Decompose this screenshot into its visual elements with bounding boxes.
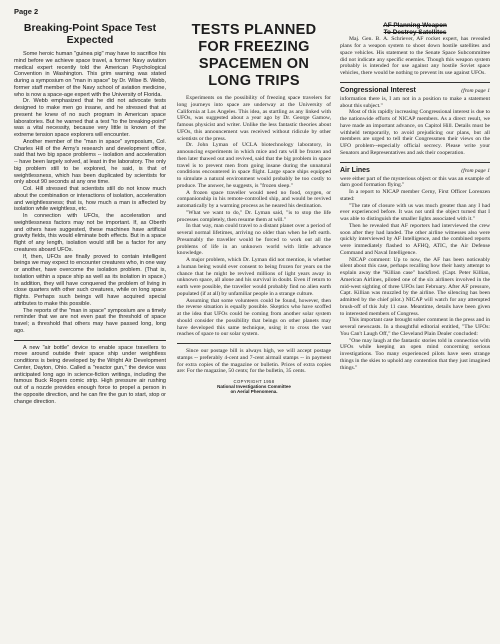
paragraph: "The rate of closure with us was much greater than any I had ever experienced before. It was not until the object turned that I was able to distinguish the smaller lights associated with it."	[340, 202, 490, 223]
paragraph: Assuming that some volunteers could be found, however, then the reverse situation is equally possible. Skeptics who have scoffed at the idea that UFOs could be coming from another solar system should consider the possibility that beings on other planets may have developed this same technique, using it to cross the vast reaches of space to our solar system.	[177, 297, 331, 338]
paragraph: In connection with UFOs, the acceleration and weightlessness factors may not be important. If, as Oberth and others have suggested, these machines have artificial gravity fields, this would eliminate both effects. But in a space flight of any length, isolation would still be a factor for any creatures aboard UFOs.	[14, 213, 166, 253]
column-left	[14, 22, 166, 405]
paragraph: This important case brought sober comment in the press and in several newscasts. In a thoughtful editorial entitled, "The UFOs: You Can't Laugh Off," the Cleveland Plain Dealer concluded:	[340, 317, 490, 337]
org-name-line1: National Investigations Committee	[217, 384, 291, 390]
continued-from: (from page 1	[461, 87, 490, 94]
paragraph: If, then, UFOs are finally proved to contain intelligent beings we may expect to encounter creatures who, in one way or another, have overcome the isolation problem. (That is, isolation within a space ship as well as its isolation in space.) In addition, they will have conquered the problem of living in close quarters with other such creatures, while on long space flights. Perhaps such beings will have acquired special attributes to make this possible.	[14, 253, 166, 307]
continued-from: (from page 1	[461, 167, 490, 174]
paragraph: "One may laugh at the fantastic stories told in connection with UFOs while keeping an open mind concerning serious investigations. Too many experienced pilots have seen strange things in the skies to uphold any contention that they just imagined things."	[340, 337, 490, 371]
paragraph: Experiments on the possibility of freezing space travelers for long journeys into space are underway at the University of California at Los Angeles. This idea, as startling as any linked with UFOs, was suggested about a year ago by Dr. George Gamow, famous physicist and writer. Unlike the less fantastic theories about UFOs, this announcement was received without ridicule by other scientists or the press.	[177, 95, 331, 142]
page-number: Page 2	[14, 7, 39, 16]
divider	[14, 340, 166, 341]
postage-notice: Since our postage bill is always high, we will accept postage stamps -- preferably 4-cent and 7-cent airmail stamps -- in payment for extra copies of the magazine or bulletin. Prices of extra copies are: For the magazine, 50 cents; for the bulletin, 35 cents.	[177, 348, 331, 375]
headline-freezing-spacemen: TESTS PLANNED FOR FREEZING SPACEMEN ON LONG TRIPS	[191, 22, 317, 89]
paragraph: NICAP comment: Up to now, the AF has been noticeably silent about this case, perhaps recalling how their hasty attempt to explain away the "Killian case" backfired. (Capt. Peter Killian, American Airlines, piloted one of the six airliners involved in the mid-west sighting of three UFOs last February. After AF pressure, Capt. Killian was muzzled by the airline. The silencing has been admitted by the chief pilot.) NICAP will watch for any attempted brush-off of this July 11 case. Meantime, details have been given to interested members of Congress.	[340, 256, 490, 317]
paragraph: Some heroic human "guinea pig" may have to sacrifice his mind before we achieve space travel, a former Navy aviation medical expert recently told the American Psychological Convention in Washington. This grim warning was stated during a symposium on "man in space" by Dr. Wilse B. Webb, former staff member of the Navy school of aviation medicine, who is now a space-age expert with the University of Florida.	[14, 51, 166, 98]
paragraph: Then he revealed that AF reporters had interviewed the crew soon after they had landed. The other airline witnesses also were quickly interviewed by AF Intelligence, and the combined reports were immediately flashed to AFHQ, ATIC, the Air Defense Command and Naval Intelligence.	[340, 222, 490, 256]
divider	[340, 162, 490, 163]
paragraph: A major problem, which Dr. Lyman did not mention, is whether a human being would ever consent to being frozen for years on the chance that he might be revived millions of light years away in unknown space, all alone and his survival in doubt. Even if return to earth were possible, the traveller would probably find no alien earth populated (if at all) by unfamiliar people in a strange culture.	[177, 257, 331, 297]
headline-breaking-point: Breaking-Point Space Test Expected	[23, 22, 157, 46]
column-right	[340, 22, 490, 371]
paragraph: Another member of the "man in space" symposium, Col. Charles Hill of the Army's research and development office, said that two big space problems -- isolation and acceleration -- have been largely solved, at least in the laboratory. The only big problem still to be explored, he said, is that of weightlessness, which has been duplicated by scientists for only about 90 seconds at any one time.	[14, 138, 166, 186]
org-name-line2: on Aerial Phenomena.	[230, 389, 278, 395]
paragraph: information there is, I am not in a position to make a statement about this subject."	[340, 95, 490, 109]
paragraph: Col. Hill stressed that scientists still do not know much about the combination or interactions of isolation, acceleration and weightlessness; that is, how much a man is affected by isolation while weightless, etc.	[14, 186, 166, 213]
paragraph: Dr. Webb emphasized that he did not advocate tests designed to make men go insane, and he stressed that at present he knew of no such program in American space laboratories. But he warned that a test "to the breaking-point" was a vital necessity, because very little is known of the extreme tension space explorers will encounter.	[14, 98, 166, 138]
headline-af-weapon-line1: AF Planning Weapon	[383, 22, 447, 29]
section-head-air-lines: Air Lines	[340, 166, 370, 174]
paragraph: A frozen space traveller would need no food, oxygen, or companionship in his remote-controlled ship, and would be revived automatically by a warming process as he neared his destination.	[177, 189, 331, 209]
paragraph: The reports of the "man in space" symposium are a timely reminder that we are not even past the threshold of space travel; a threshold that others may have passed long, long ago.	[14, 307, 166, 334]
headline-af-weapon-line2: To Destroy Satellites	[383, 29, 447, 37]
paragraph: Dr. John Lyman of UCLA biotechnology laboratory, in announcing experiments in which mice and rats will be frozen and then later thawed out and revived, said that the big problem in space travel is to prevent men from going insane during the unnatural conditions encountered in space flight. Large space ships equipped to simulate a natural environment would probably be too costly to produce. The answer, he suggests, is "frozen sleep."	[177, 142, 331, 189]
article-freezing-spacemen	[177, 95, 331, 338]
paragraph-af-weapon: Maj. Gen. B. A. Schriever, AF rocket expert, has revealed plans for a weapon system to shoot down hostile satellites and space vehicles. His statement to the Senate Space Subcommittee did not indicate any specific enemies. Though this weapon system probably is intended for use against any hostile Soviet space vehicles, there would be nothing to prevent its use against UFOs.	[340, 36, 490, 77]
paragraph: "What we want to do," Dr. Lyman said, "is to stop the life processes completely, then resume them at will."	[177, 209, 331, 223]
section-congressional-header	[340, 87, 490, 94]
column-middle	[177, 22, 331, 395]
paragraph: were either part of the mysterious object or this was an example of darn good formation flying."	[340, 175, 490, 189]
article-breaking-point	[14, 51, 166, 335]
paragraph: Most of this rapidly increasing Congressional interest is due to the nationwide efforts of NICAP members. As a direct result, we have made an important advance, on Capitol Hill. Details must be withheld temporarily, to avoid prejudicing our plans, but all members are urged to tell their Congressmen their views on the UFO problem--especially official secrecy. Please write your Senators and Representatives and ask their cooperation.	[340, 109, 490, 156]
divider	[177, 343, 331, 344]
section-air-lines-header	[340, 167, 490, 174]
paragraph-air-bottle: A new "air bottle" device to enable space travellers to move around outside their space ship under weightless conditions is being developed by the Wright Air Development Center, Dayton, Ohio. Called a "reactor gun," the device was anticipated long ago in science-fiction writings, including the famous Buck Rogers comic strip. High pressure air rushing out of a nozzle provides enough force to propel a person in the opposite direction, and he can fire the gun to start, stop or change direction.	[14, 344, 166, 405]
paragraph: In that way, man could travel to a distant planet over a period of several normal lifetimes, arriving no older than when he left earth. Presumably the traveller would be forced to work out all the problems of life in an unknown world with little advance knowledge.	[177, 223, 331, 257]
paragraph: In a report to NICAP member Cerny, First Officer Lorenzen stated:	[340, 189, 490, 202]
copyright-block	[177, 379, 331, 395]
copyright: COPYRIGHT 1958	[233, 379, 275, 384]
section-head-congressional: Congressional Interest	[340, 86, 416, 94]
divider	[340, 82, 490, 83]
